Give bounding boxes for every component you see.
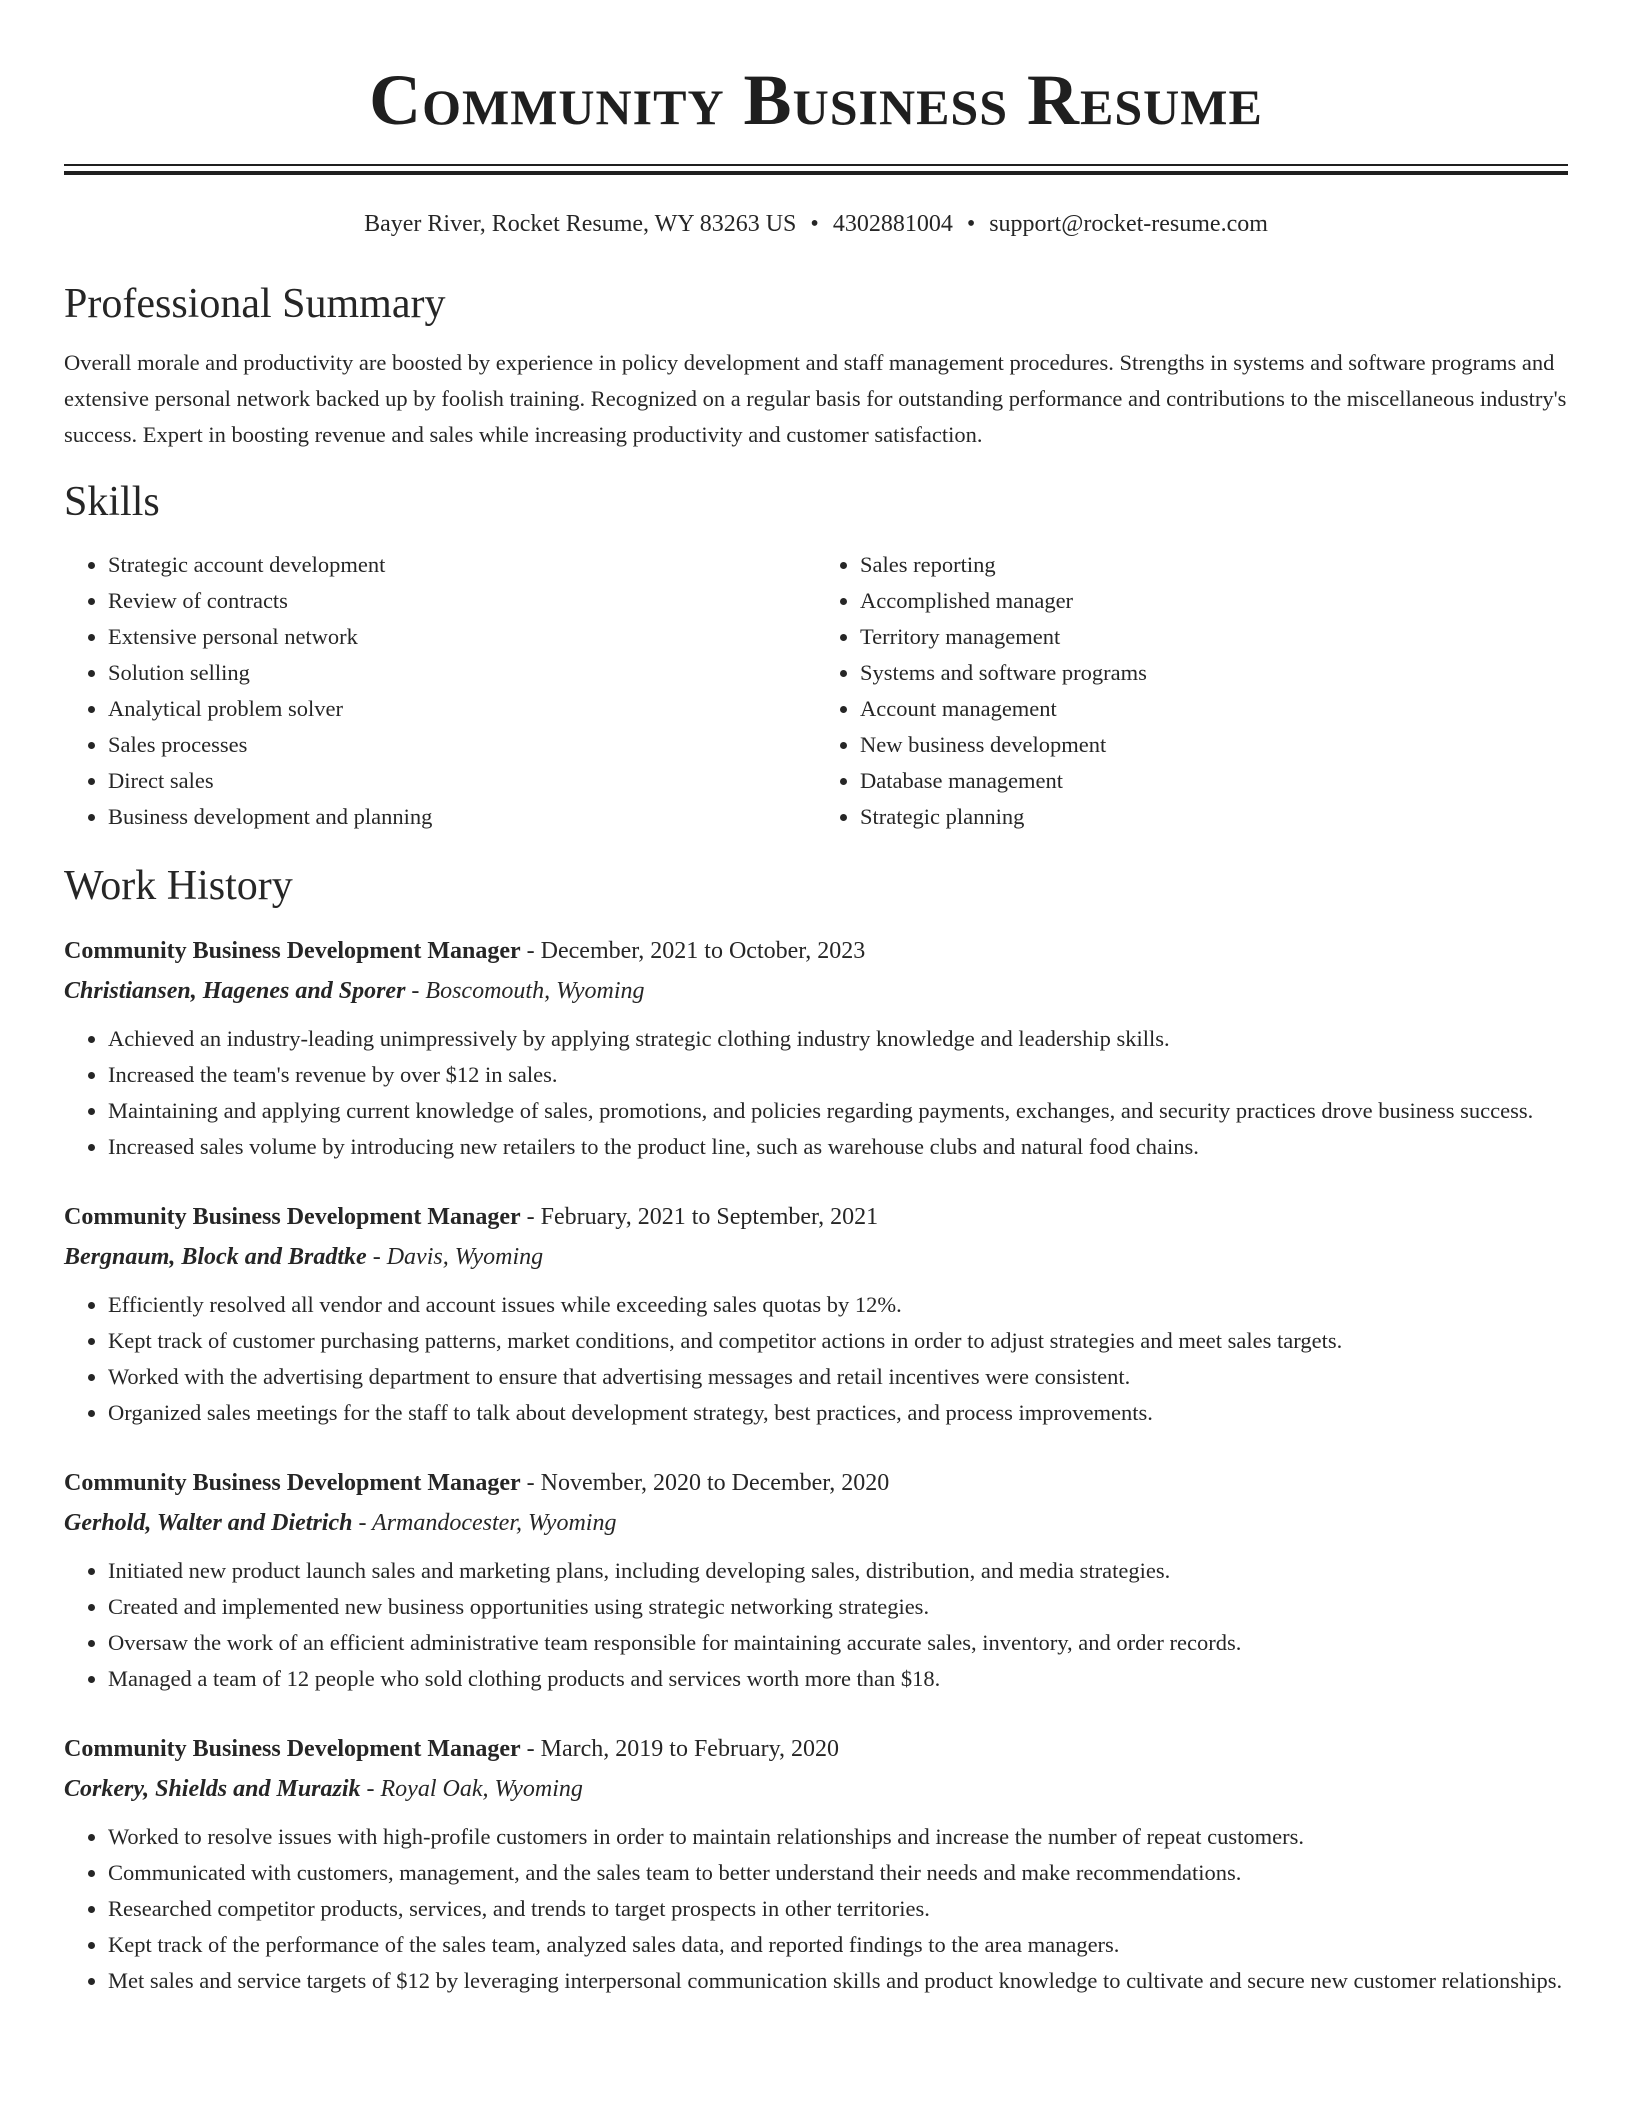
job-company: Gerhold, Walter and Dietrich [64, 1510, 353, 1536]
skill-item: • Database management [860, 763, 1568, 799]
job-duty-item: • Initiated new product launch sales and marketing plans, including developing sales, distribution, and media strategies. [108, 1553, 1568, 1589]
job-company: Bergnaum, Block and Bradtke [64, 1244, 367, 1270]
section-heading-summary: Professional Summary [64, 281, 446, 327]
contact-separator: • [966, 211, 976, 237]
job-duty-item: • Met sales and service targets of $12 by leveraging interpersonal communication skills and product knowledge to cultivate and secure new customer relationships. [108, 1963, 1568, 1999]
job-location: Davis, Wyoming [386, 1244, 544, 1270]
job-duties-list [64, 1553, 1568, 1697]
skill-item: • Accomplished manager [860, 583, 1568, 619]
job-company: Christiansen, Hagenes and Sporer [64, 978, 406, 1004]
job-title: Community Business Development Manager [64, 1204, 521, 1230]
skill-item: • Strategic planning [860, 799, 1568, 835]
job-company-line [64, 1503, 1568, 1543]
job-duties-list [64, 1021, 1568, 1165]
job-entry [64, 1463, 1568, 1697]
job-duty-item: • Organized sales meetings for the staff to talk about development strategy, best practices, and process improvements. [108, 1395, 1568, 1431]
skill-item: • New business development [860, 727, 1568, 763]
contact-phone: 4302881004 [832, 211, 953, 237]
skill-item: • Territory management [860, 619, 1568, 655]
section-heading-skills: Skills [64, 479, 160, 525]
job-dates: March, 2019 to February, 2020 [540, 1736, 840, 1762]
job-duty-item: • Worked to resolve issues with high-profile customers in order to maintain relationships and increase the number of repeat customers. [108, 1819, 1568, 1855]
job-dash: - [366, 1776, 381, 1802]
work-history-section [64, 861, 1568, 1999]
section-heading-work-history: Work History [64, 863, 293, 909]
skill-item: • Sales processes [108, 727, 816, 763]
job-header [64, 1197, 1568, 1237]
job-duty-item: • Communicated with customers, management, and the sales team to better understand their needs and make recommendations. [108, 1855, 1568, 1891]
job-duty-item: • Researched competitor products, services, and trends to target prospects in other territories. [108, 1891, 1568, 1927]
job-header [64, 931, 1568, 971]
job-duty-item: • Oversaw the work of an efficient administrative team responsible for maintaining accurate sales, inventory, and order records. [108, 1625, 1568, 1661]
job-location: Boscomouth, Wyoming [425, 978, 645, 1004]
job-dash: - [372, 1244, 387, 1270]
job-dates: December, 2021 to October, 2023 [540, 938, 866, 964]
skill-item: • Direct sales [108, 763, 816, 799]
job-header [64, 1729, 1568, 1769]
skill-item: • Extensive personal network [108, 619, 816, 655]
skills-list-right [816, 547, 1568, 835]
job-dash: - [358, 1510, 373, 1536]
job-dates: February, 2021 to September, 2021 [540, 1204, 879, 1230]
job-dash: - [526, 1204, 541, 1230]
job-company-line [64, 971, 1568, 1011]
job-duties-list [64, 1287, 1568, 1431]
job-company-line [64, 1237, 1568, 1277]
skill-item: • Account management [860, 691, 1568, 727]
job-duty-item: • Achieved an industry-leading unimpressively by applying strategic clothing industry knowledge and leadership skills. [108, 1021, 1568, 1057]
contact-line [64, 209, 1568, 239]
job-location: Armandocester, Wyoming [372, 1510, 617, 1536]
job-duty-item: • Worked with the advertising department to ensure that advertising messages and retail incentives were consistent. [108, 1359, 1568, 1395]
skills-column-right [816, 547, 1568, 835]
job-company: Corkery, Shields and Murazik [64, 1776, 361, 1802]
job-duty-item: • Managed a team of 12 people who sold clothing products and services worth more than $18. [108, 1661, 1568, 1697]
skill-item: • Business development and planning [108, 799, 816, 835]
professional-summary-section [64, 279, 1568, 453]
skill-item: • Systems and software programs [860, 655, 1568, 691]
job-dash: - [411, 978, 426, 1004]
contact-address: Bayer River, Rocket Resume, WY 83263 US [364, 211, 797, 237]
job-duty-item: • Increased the team's revenue by over $12 in sales. [108, 1057, 1568, 1093]
job-title: Community Business Development Manager [64, 1470, 521, 1496]
contact-separator: • [810, 211, 819, 237]
job-dash: - [526, 1736, 541, 1762]
job-dash: - [526, 938, 541, 964]
job-dash: - [526, 1470, 541, 1496]
job-duty-item: • Kept track of the performance of the sales team, analyzed sales data, and reported findings to the area managers. [108, 1927, 1568, 1963]
contact-email: support@rocket-resume.com [989, 211, 1268, 237]
skill-item: • Sales reporting [860, 547, 1568, 583]
job-duties-list [64, 1819, 1568, 1999]
skill-item: • Analytical problem solver [108, 691, 816, 727]
job-company-line [64, 1769, 1568, 1809]
job-dates: November, 2020 to December, 2020 [540, 1470, 890, 1496]
job-location: Royal Oak, Wyoming [380, 1776, 583, 1802]
skill-item: • Solution selling [108, 655, 816, 691]
skills-grid [64, 547, 1568, 835]
skill-item: • Review of contracts [108, 583, 816, 619]
skills-column-left [64, 547, 816, 835]
job-duty-item: • Efficiently resolved all vendor and account issues while exceeding sales quotas by 12%. [108, 1287, 1568, 1323]
job-duty-item: • Increased sales volume by introducing new retailers to the product line, such as warehouse clubs and natural food chains. [108, 1129, 1568, 1165]
skills-section [64, 477, 1568, 835]
job-duty-item: • Maintaining and applying current knowledge of sales, promotions, and policies regarding payments, exchanges, and security practices drove business success. [108, 1093, 1568, 1129]
summary-text: Overall morale and productivity are boosted by experience in policy development and staff management procedures. Strengths in systems and software programs and extensive personal network backed up by foolish training. Recognized on a regular basis for outstanding performance and contributions to the miscellaneous industry's success. Expert in boosting revenue and sales while increasing productivity and customer satisfaction. [64, 350, 1567, 447]
job-duty-item: • Kept track of customer purchasing patterns, market conditions, and competitor actions in order to adjust strategies and meet sales targets. [108, 1323, 1568, 1359]
title-divider [64, 164, 1568, 175]
resume-title: Community Business Resume [369, 60, 1263, 140]
job-duty-item: • Created and implemented new business opportunities using strategic networking strategies. [108, 1589, 1568, 1625]
skills-list-left [64, 547, 816, 835]
job-entry [64, 1729, 1568, 1999]
job-header [64, 1463, 1568, 1503]
job-title: Community Business Development Manager [64, 1736, 521, 1762]
job-entry [64, 1197, 1568, 1431]
skill-item: • Strategic account development [108, 547, 816, 583]
job-entry [64, 931, 1568, 1165]
job-title: Community Business Development Manager [64, 938, 521, 964]
